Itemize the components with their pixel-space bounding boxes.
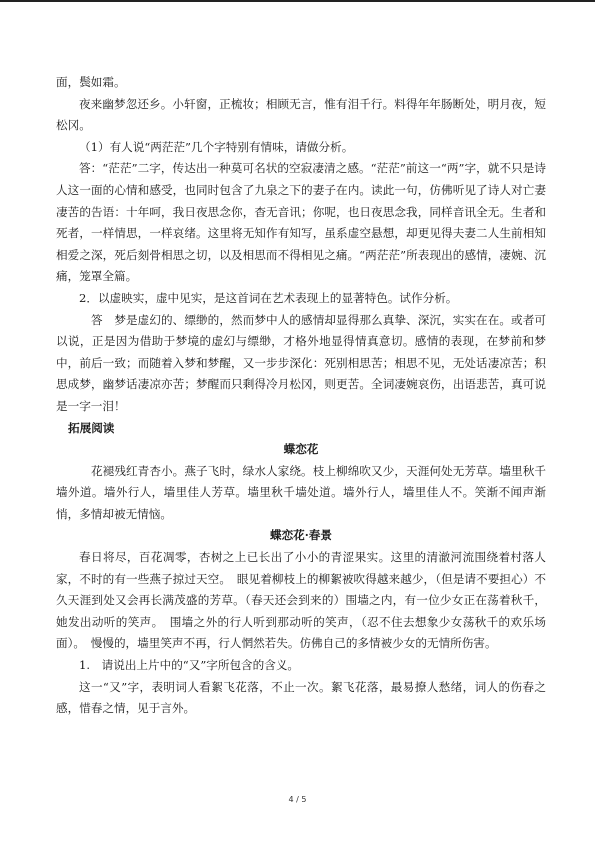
translation-text: 春日将尽，百花凋零，杏树之上已长出了小小的青涩果实。这里的清澈河流围绕着村落人家，不时的有一些燕子掠过天空。 眼见着柳枝上的柳絮被吹得越来越少，（但是请不要担心）不久天涯到处又会再长满茂盛的芳草。（春天还会到来的）围墙之内，有一位少女正在荡着秋千，她发出动听的笑声。 围墙之外的行人听到那动听的笑声，（忍不住去想象少女荡秋千的欢乐场面）。 慢慢的，墙里笑声不再，行人惘然若失。仿佛自己的多情被少女的无情所伤害。 <box>56 550 546 651</box>
answer-2: 答 梦是虚幻的、缥缈的，然而梦中人的感情却显得那么真挚、深沉，实实在在。或者可以说，正是因为借助于梦境的虚幻与缥缈，才格外地显得情真意切。感情的表现，在梦前和梦中，前后一致；而随着入梦和梦醒，又一步步深化：死别相思苦；相思不见，无处话凄凉苦；积思成梦，幽梦话凄凉亦苦；梦醒而只剩得冷月松冈，则更苦。全词凄婉哀伤，出语悲苦，真可说是一字一泪！ <box>56 312 546 413</box>
header-rule <box>0 0 595 2</box>
page-number: 4 / 5 <box>288 795 307 804</box>
question-2: 2．以虚映实，虚中见实，是这首词在艺术表现上的显著特色。试作分析。 <box>79 290 458 305</box>
poem-title: 蝶恋花 <box>283 442 319 457</box>
poem-text: 花褪残红青杏小。燕子飞时，绿水人家绕。枝上柳绵吹又少，天涯何处无芳草。墙里秋千墙外道。墙外行人，墙里佳人芳草。墙里秋千墙处道。墙外行人，墙里佳人不。笑渐不闻声渐悄，多情却被无情恼。 <box>56 463 546 521</box>
answer-3: 这一“又”字，表明词人看絮飞花落，不止一次。絮飞花落，最易撩人愁绪，词人的伤春之感，惜春之情，见于言外。 <box>56 679 546 716</box>
answer-1: 答：“茫茫”二字，传达出一种莫可名状的空寂凄清之感。“茫茫”前这一“两”字，就不只是诗人这一面的心情和感受，也同时包含了九泉之下的妻子在内。读此一句，仿佛听见了诗人对亡妻凄苦的告语：十年呵，我日夜思念你，杳无音讯；你呢，也日夜思念我，同样音讯全无。生者和死者，一样情思，一样哀绪。这里将无知作有知写，虽系虚空悬想，却更见得夫妻二人生前相知相爱之深，死后刻骨相思之切，以及相思而不得相见之痛。“两茫茫”所表现出的感情，凄婉、沉痛，笼罩全篇。 <box>56 161 546 284</box>
question-3: 1. 请说出上片中的“又”字所包含的含义。 <box>79 658 300 673</box>
translation-title: 蝶恋花·春景 <box>269 528 332 543</box>
section-heading-extended-reading: 拓展阅读 <box>68 420 115 435</box>
question-1: （1）有人说“两茫茫”几个字特别有情味，请做分析。 <box>79 139 354 154</box>
page-body <box>56 72 546 720</box>
text-paragraph: 面，鬓如霜。 <box>56 75 126 89</box>
poem-continuation: 夜来幽梦忽还乡。小轩窗，正梳妆；相顾无言，惟有泪千行。料得年年肠断处，明月夜，短松冈。 <box>56 96 546 133</box>
